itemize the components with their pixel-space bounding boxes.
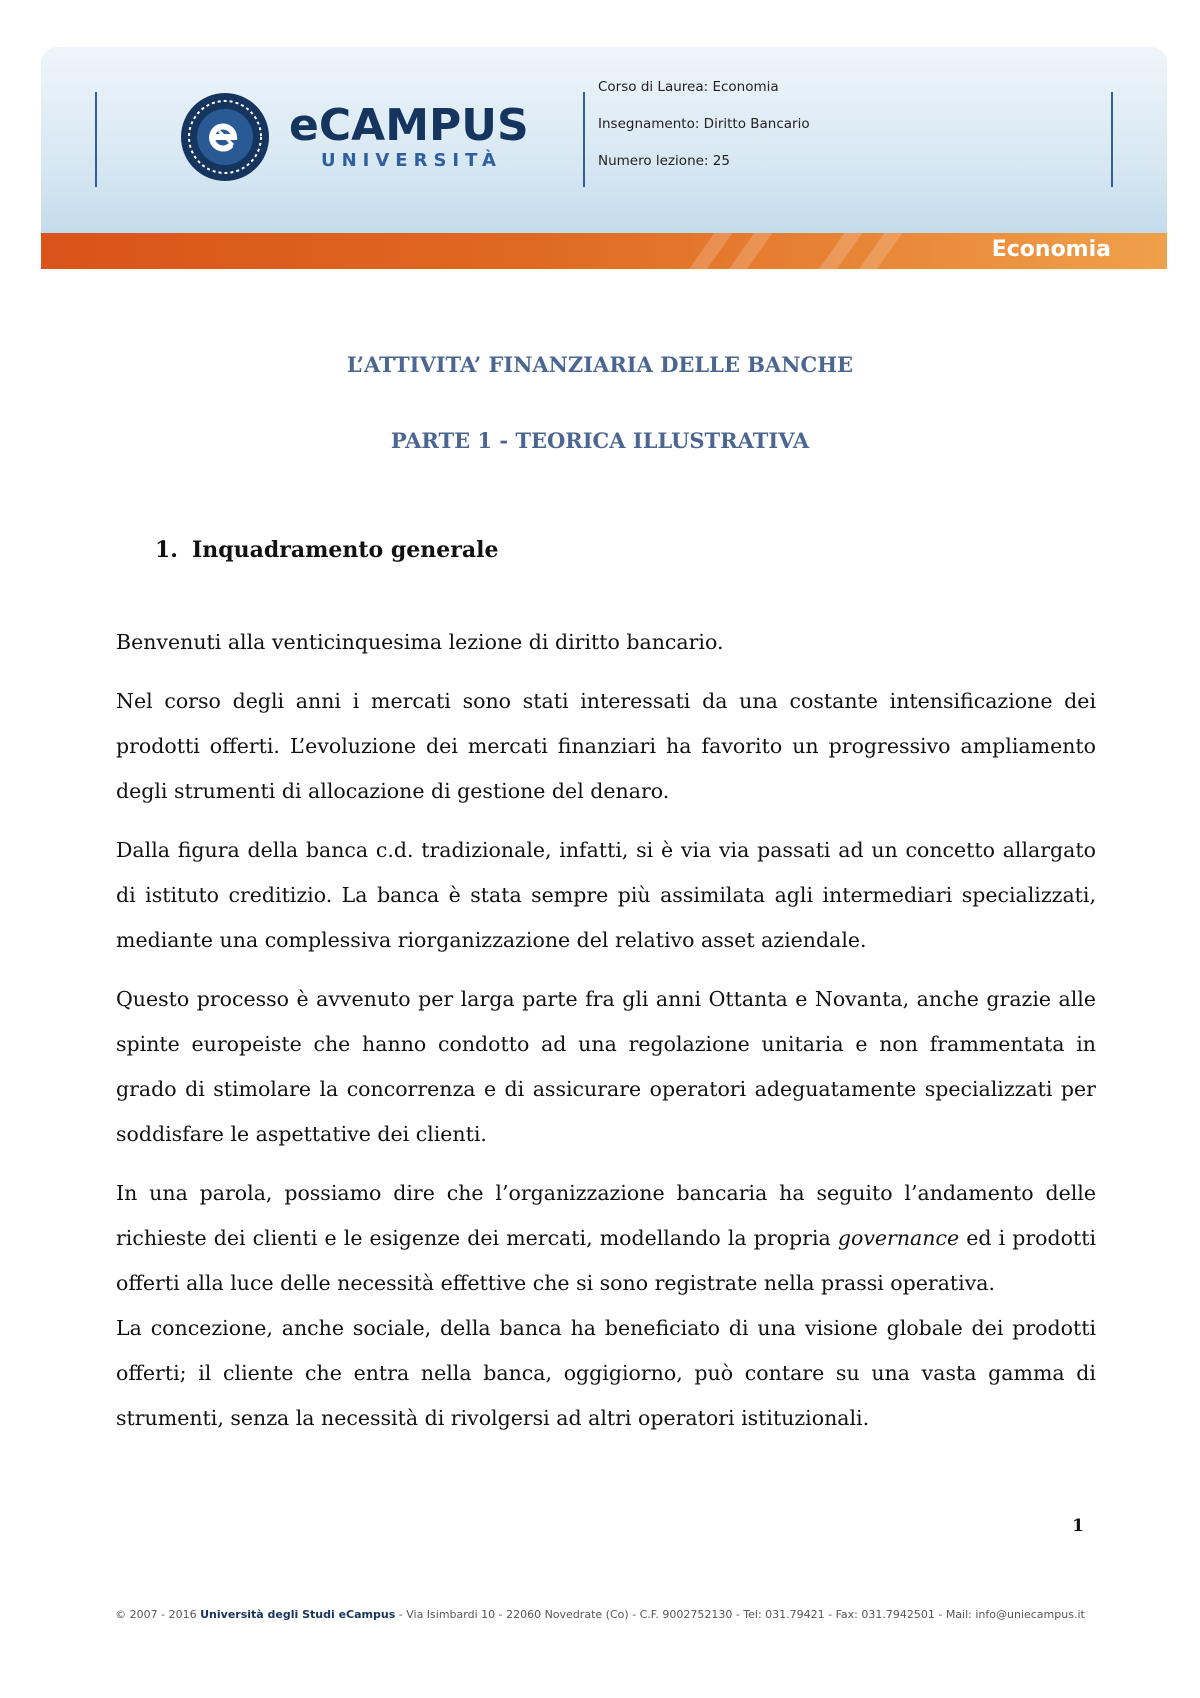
subject-name: Insegnamento: Diritto Bancario — [598, 116, 810, 132]
section-title: Inquadramento generale — [191, 537, 499, 563]
logo-wordmark: eCAMPUS — [289, 99, 529, 151]
paragraph: Nel corso degli anni i mercati sono stati interessati da una costante intensificazione dei prodotti offerti. L’evoluzione dei mercati finanziari ha favorito un progressivo ampliamento degli strumenti di allocazione di gestione del denaro. — [116, 689, 1096, 803]
course-name: Corso di Laurea: Economia — [598, 79, 779, 95]
paragraph: Benvenuti alla venticinquesima lezione di diritto bancario. — [116, 630, 724, 654]
paragraph: La concezione, anche sociale, della banca ha beneficiato di una visione globale dei prodotti offerti; il cliente che entra nella banca, oggigiorno, può contare su una vasta gamma di strumenti, senza la necessità di rivolgersi ad altri operatori istituzionali. — [116, 1316, 1096, 1430]
section-number: 1. — [155, 537, 178, 563]
paragraph: In una parola, possiamo dire che l’organizzazione bancaria ha seguito l’andamento delle richieste dei clienti e le esigenze dei mercati, modellando la propria governance ed i prodotti offerti alla luce delle necessità effettive che si sono registrate nella prassi operativa. — [116, 1181, 1097, 1295]
strip-decoration — [813, 233, 866, 269]
document-title: L’ATTIVITA’ FINANZIARIA DELLE BANCHE — [346, 352, 854, 377]
paragraph: Questo processo è avvenuto per larga parte fra gli anni Ottanta e Novanta, anche grazie alle spinte europeiste che hanno condotto ad una regolazione unitaria e non frammentata in grado di stimolare la concorrenza e di assicurare operatori adeguatamente specializzati per soddisfare le aspettative dei clienti. — [116, 987, 1096, 1146]
faculty-strip — [41, 233, 1167, 269]
strip-decoration — [853, 233, 906, 269]
divider-middle — [583, 92, 585, 187]
page-number: 1 — [1072, 1516, 1084, 1536]
header-banner — [41, 47, 1167, 269]
footer: © 2007 - 2016 Università degli Studi eCampus - Via Isimbardi 10 - 22060 Novedrate (Co) - C.F. 9002752130 - Tel: 031.79421 - Fax: 031.7942501 - Mail: info@uniecampus.it — [115, 1608, 1085, 1621]
section-heading — [155, 537, 498, 563]
course-info — [598, 77, 810, 188]
ecampus-seal-icon — [179, 91, 271, 183]
paragraph: Dalla figura della banca c.d. tradizionale, infatti, si è via via passati ad un concetto allargato di istituto creditizio. La banca è stata sempre più assimilata agli intermediari specializzati, mediante una complessiva riorganizzazione del relativo asset aziendale. — [116, 838, 1096, 952]
faculty-label: Economia — [991, 237, 1111, 262]
strip-decoration — [683, 233, 736, 269]
footer-university: Università degli Studi eCampus — [200, 1608, 396, 1621]
strip-decoration — [723, 233, 776, 269]
logo-subtitle: UNIVERSITÀ — [321, 149, 502, 171]
document-subtitle: PARTE 1 - TEORICA ILLUSTRATIVA — [390, 428, 810, 453]
body-text — [116, 620, 1096, 1455]
divider-left — [95, 92, 97, 187]
italic-term: governance — [837, 1226, 960, 1250]
lesson-number: Numero lezione: 25 — [598, 153, 730, 169]
ecampus-logo — [179, 91, 529, 183]
divider-right — [1111, 92, 1113, 187]
